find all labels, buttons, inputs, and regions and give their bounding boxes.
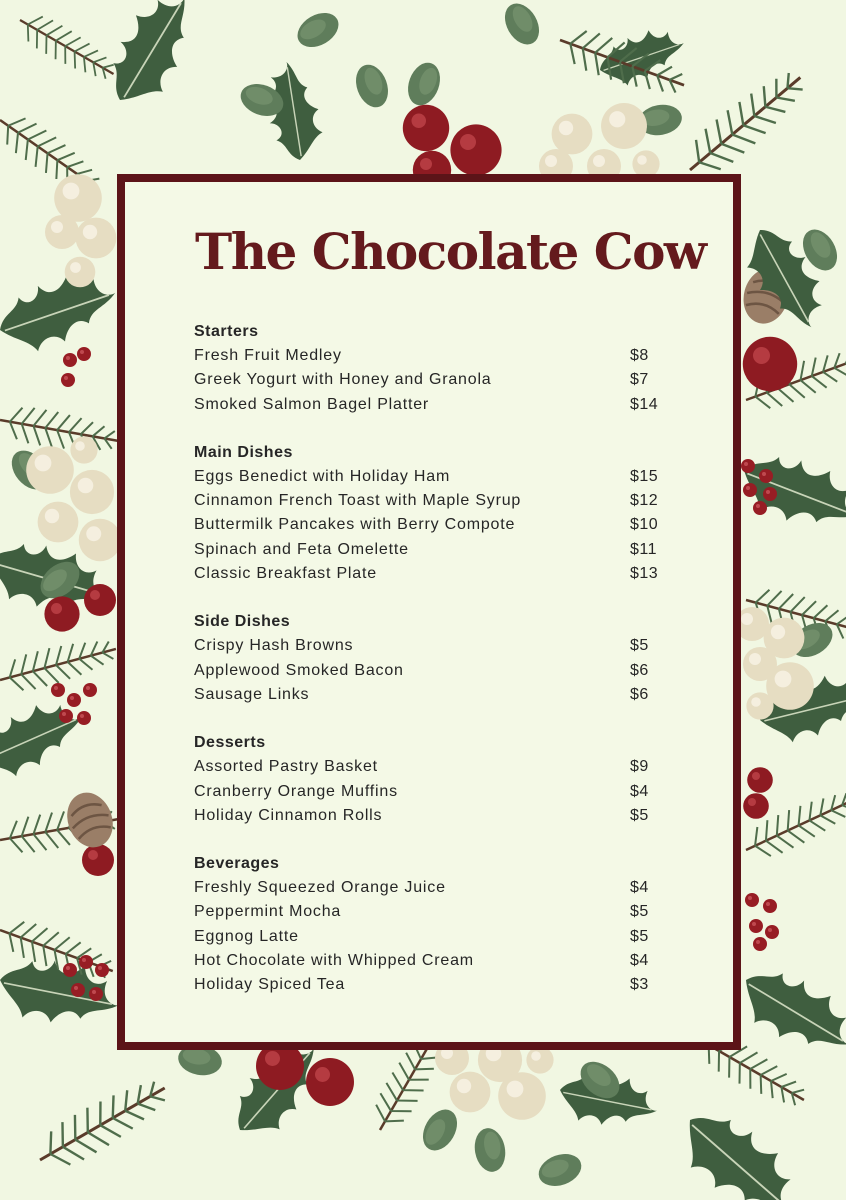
item-name: Eggnog Latte [194, 927, 299, 945]
menu-item [194, 876, 674, 900]
item-price: $13 [630, 565, 659, 583]
item-name: Sausage Links [194, 685, 310, 703]
right-snowberries [735, 607, 814, 720]
item-name: Holiday Spiced Tea [194, 976, 346, 994]
item-price: $14 [630, 395, 659, 413]
section-heading: Starters [194, 323, 259, 340]
section-heading: Main Dishes [194, 443, 293, 461]
section-heading: Side Dishes [194, 613, 291, 631]
section-heading: Desserts [194, 734, 266, 752]
item-price: $7 [630, 371, 649, 389]
section-beverages [194, 852, 674, 997]
item-name: Holiday Cinnamon Rolls [194, 806, 383, 824]
menu-item [194, 538, 674, 562]
item-price: $10 [630, 516, 659, 534]
item-name: Smoked Salmon Bagel Platter [194, 395, 430, 413]
item-price: $8 [630, 347, 649, 364]
item-price: $5 [630, 903, 649, 921]
item-name: Freshly Squeezed Orange Juice [194, 879, 446, 897]
menu-card [117, 174, 741, 1050]
section-desserts [194, 731, 674, 828]
menu-item [194, 804, 674, 828]
section-starters [194, 320, 674, 417]
holly-leaf-icon [95, 0, 691, 164]
menu-title: The Chocolate Cow [195, 222, 706, 281]
item-name: Crispy Hash Browns [194, 637, 354, 655]
item-name: Cranberry Orange Muffins [194, 782, 398, 800]
item-price: $5 [630, 927, 649, 945]
snowberry-icon [539, 103, 660, 183]
menu-item [194, 925, 674, 949]
menu-item [194, 683, 674, 707]
item-price: $4 [630, 782, 649, 800]
item-price: $6 [630, 661, 649, 679]
menu-item [194, 949, 674, 973]
item-price: $3 [630, 976, 649, 994]
menu-item [194, 489, 674, 513]
menu-item [194, 780, 674, 804]
item-price: $12 [630, 492, 659, 510]
item-name: Applewood Smoked Bacon [194, 661, 404, 679]
menu-item [194, 562, 674, 586]
menu-item [194, 368, 674, 392]
menu-item [194, 634, 674, 658]
item-name: Cinnamon French Toast with Maple Syrup [194, 492, 522, 510]
menu-item [194, 393, 674, 417]
menu-item [194, 973, 674, 997]
menu-item [194, 900, 674, 924]
left-snowberries [26, 174, 121, 561]
menu-item [194, 513, 674, 537]
item-name: Greek Yogurt with Honey and Granola [194, 371, 492, 389]
menu-item [194, 465, 674, 489]
menu-sections [194, 320, 674, 1022]
item-price: $15 [630, 467, 659, 485]
section-main-dishes [194, 441, 674, 586]
section-side-dishes [194, 610, 674, 707]
bottom-snowberries [435, 1038, 554, 1120]
section-heading: Beverages [194, 855, 280, 873]
item-price: $5 [630, 637, 649, 655]
item-price: $11 [630, 540, 658, 558]
item-name: Buttermilk Pancakes with Berry Compote [194, 516, 516, 534]
item-name: Hot Chocolate with Whipped Cream [194, 952, 474, 970]
menu-item [194, 344, 674, 368]
item-name: Eggs Benedict with Holiday Ham [194, 467, 451, 485]
item-price: $4 [630, 879, 649, 897]
item-price: $5 [630, 806, 649, 824]
item-price: $9 [630, 758, 649, 776]
item-name: Assorted Pastry Basket [194, 758, 378, 776]
item-name: Classic Breakfast Plate [194, 565, 377, 583]
item-name: Fresh Fruit Medley [194, 347, 342, 364]
menu-item [194, 755, 674, 779]
item-price: $6 [630, 685, 649, 703]
item-name: Spinach and Feta Omelette [194, 540, 409, 558]
menu-item [194, 659, 674, 683]
item-name: Peppermint Mocha [194, 903, 342, 921]
item-price: $4 [630, 952, 649, 970]
